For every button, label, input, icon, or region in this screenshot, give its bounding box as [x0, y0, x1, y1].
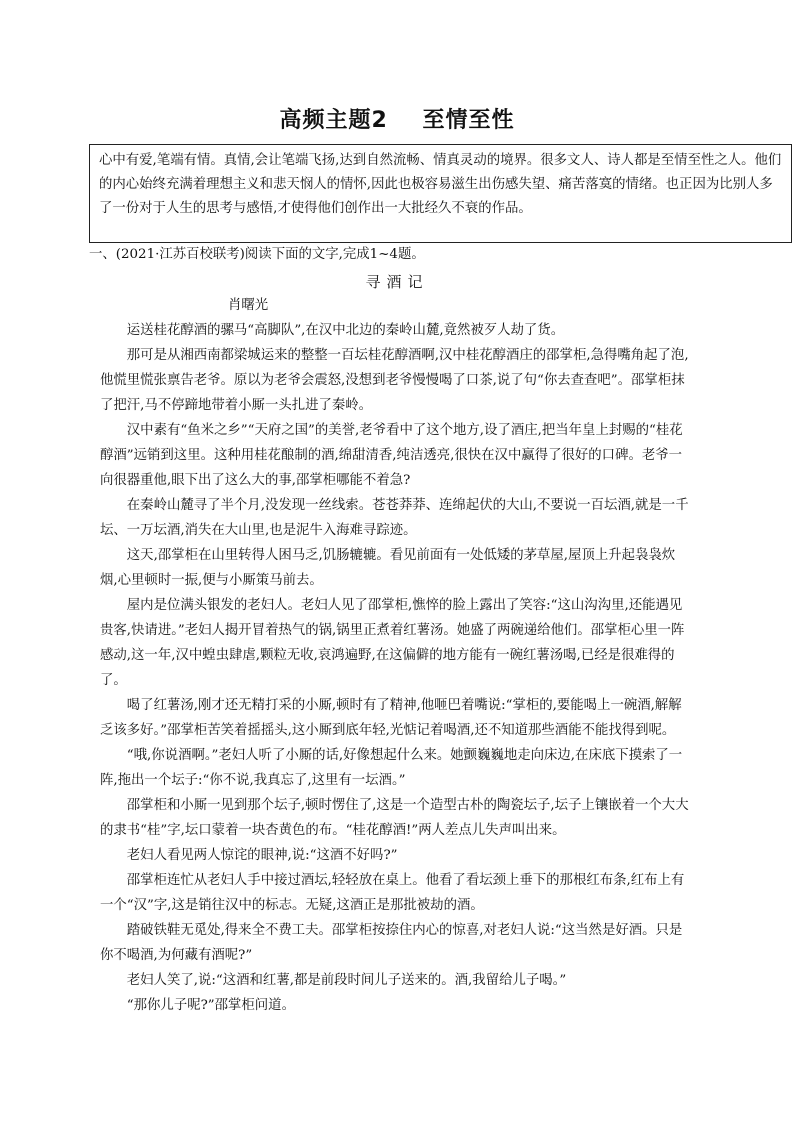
intro-box: 心中有爱,笔端有情。真情,会让笔端飞扬,达到自然流畅、情真灵动的境界。很多文人、诗人都是至情至性之人。他们的内心始终充满着理想主义和悲天悯人的情怀,因此也极容易滋生出伤感失望、痛苦落寞的情绪。也正因为比别人多了一份对于人生的思考与感悟,才使得他们创作出一大批经久不衰的作品。 — [89, 144, 792, 243]
article-body — [100, 318, 690, 1018]
paragraph: 这天,邵掌柜在山里转得人困马乏,饥肠辘辘。看见前面有一处低矮的茅草屋,屋顶上升起袅袅炊烟,心里顿时一振,便与小厮策马前去。 — [100, 548, 676, 588]
paragraph: 邵掌柜和小厮一见到那个坛子,顿时愣住了,这是一个造型古朴的陶瓷坛子,坛子上镶嵌着一个大大的隶书“桂”字,坛口蒙着一块杏黄色的布。“桂花醇酒!”两人差点儿失声叫出来。 — [100, 798, 689, 838]
paragraph: 喝了红薯汤,刚才还无精打采的小厮,顿时有了精神,他咂巴着嘴说:“掌柜的,要能喝上一碗酒,解解乏该多好。”邵掌柜苦笑着摇摇头,这小厮到底年轻,光惦记着喝酒,还不知道那些酒能不能找得到呢。 — [100, 698, 682, 738]
article-title: 寻酒记 — [365, 273, 429, 291]
paragraph: 邵掌柜连忙从老妇人手中接过酒坛,轻轻放在桌上。他看了看坛颈上垂下的那根红布条,红布上有一个“汉”字,这是销往汉中的标志。无疑,这酒正是那批被劫的酒。 — [100, 873, 685, 913]
paragraph: 运送桂花醇酒的骡马“高脚队”,在汉中北边的秦岭山麓,竟然被歹人劫了货。 — [126, 323, 565, 338]
page-title: 高频主题2 至情至性 — [279, 108, 515, 133]
paragraph: “那你儿子呢?”邵掌柜问道。 — [126, 998, 295, 1013]
paragraph: 在秦岭山麓寻了半个月,没发现一丝线索。苍苍莽莽、连绵起伏的大山,不要说一百坛酒,就是一千坛、一万坛酒,消失在大山里,也是泥牛入海难寻踪迹。 — [100, 498, 689, 538]
paragraph: “哦,你说酒啊。”老妇人听了小厮的话,好像想起什么来。她颤巍巍地走向床边,在床底下摸索了一阵,拖出一个坛子:“你不说,我真忘了,这里有一坛酒。” — [100, 748, 683, 788]
paragraph: 踏破铁鞋无觅处,得来全不费工夫。邵掌柜按捺住内心的惊喜,对老妇人说:“这当然是好酒。只是你不喝酒,为何藏有酒呢?” — [100, 923, 683, 963]
paragraph: 老妇人看见两人惊诧的眼神,说:“这酒不好吗?” — [126, 848, 398, 863]
paragraph: 老妇人笑了,说:“这酒和红薯,都是前段时间儿子送来的。酒,我留给儿子喝。” — [126, 973, 567, 988]
article-author: 肖曙光 — [228, 298, 269, 313]
question-heading: 一、(2021·江苏百校联考)阅读下面的文字,完成1~4题。 — [89, 247, 425, 262]
paragraph: 汉中素有“鱼米之乡”“天府之国”的美誉,老爷看中了这个地方,设了酒庄,把当年皇上封赐的“桂花醇酒”远销到这里。这种用桂花酿制的酒,绵甜清香,纯洁透亮,很快在汉中赢得了很好的口碑。老爷一向很器重他,眼下出了这么大的事,邵掌柜哪能不着急? — [100, 423, 683, 488]
paragraph: 那可是从湘西南都梁城运来的整整一百坛桂花醇酒啊,汉中桂花醇酒庄的邵掌柜,急得嘴角起了泡,他慌里慌张禀告老爷。原以为老爷会震怒,没想到老爷慢慢喝了口茶,说了句“你去查查吧”。邵掌柜抹了把汗,马不停蹄地带着小厮一头扎进了秦岭。 — [100, 348, 689, 413]
paragraph: 屋内是位满头银发的老妇人。老妇人见了邵掌柜,憔悴的脸上露出了笑容:“这山沟沟里,还能遇见贵客,快请进。”老妇人揭开冒着热气的锅,锅里正煮着红薯汤。她盛了两碗递给他们。邵掌柜心里一阵感动,这一年,汉中蝗虫肆虐,颗粒无收,哀鸿遍野,在这偏僻的地方能有一碗红薯汤喝,已经是很难得的了。 — [100, 598, 685, 688]
